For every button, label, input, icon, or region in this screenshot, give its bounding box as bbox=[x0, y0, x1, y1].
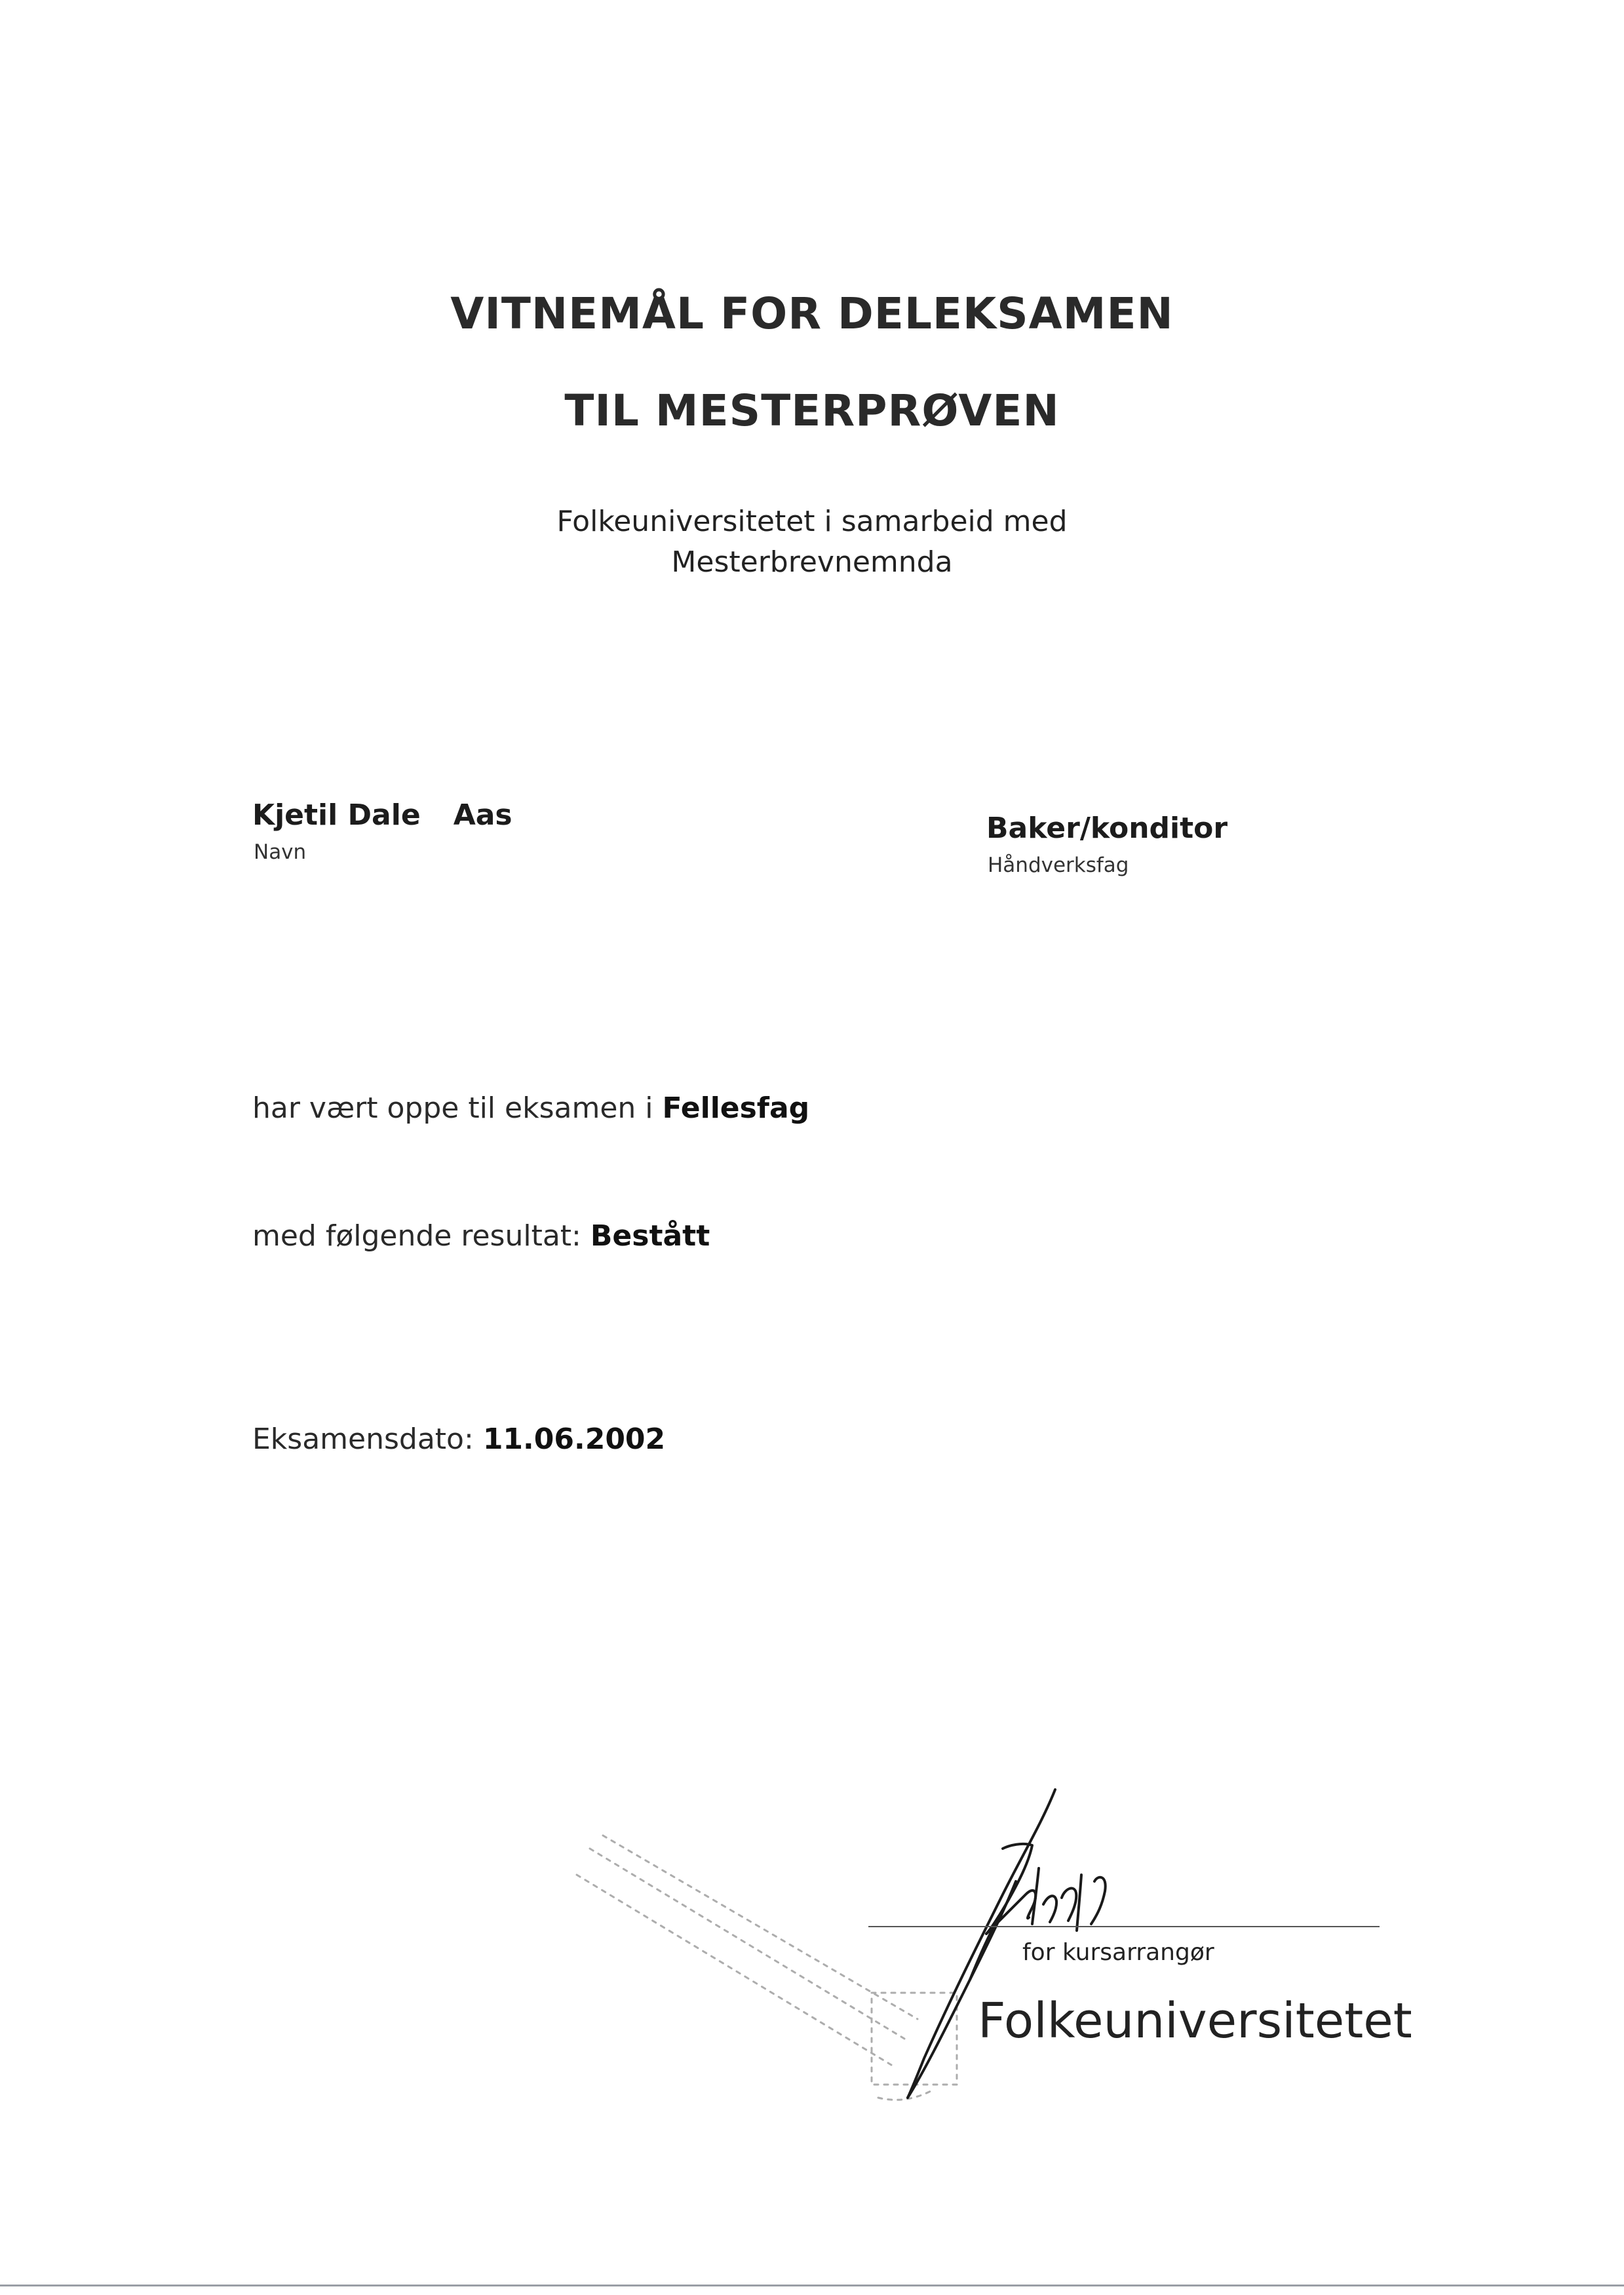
issuing-organization: Folkeuniversitetet bbox=[978, 1993, 1412, 2049]
issuer-subtitle bbox=[0, 501, 1624, 583]
exam-date-label: Eksamensdato: bbox=[252, 1422, 474, 1456]
exam-result: Bestått bbox=[590, 1219, 710, 1253]
exam-date-line bbox=[252, 1422, 665, 1456]
name-label: Navn bbox=[254, 840, 307, 864]
exam-subject-line bbox=[252, 1091, 809, 1125]
exam-subject: Fellesfag bbox=[662, 1091, 810, 1125]
trade-label: Håndverksfag bbox=[988, 853, 1129, 877]
trade-value: Baker/konditor bbox=[986, 812, 1228, 845]
exam-subject-prefix: har vært oppe til eksamen i bbox=[252, 1091, 653, 1125]
exam-date: 11.06.2002 bbox=[482, 1422, 666, 1456]
document-title-line-1: VITNEMÅL FOR DELEKSAMEN bbox=[450, 288, 1174, 339]
signature-line bbox=[868, 1926, 1380, 1927]
document-title-line-2: TIL MESTERPRØVEN bbox=[564, 385, 1060, 436]
exam-result-prefix: med følgende resultat: bbox=[252, 1219, 581, 1253]
signature-caption: for kursarrangør bbox=[1022, 1939, 1214, 1966]
candidate-first-names: Kjetil Dale bbox=[252, 798, 421, 832]
subtitle-line-1: Folkeuniversitetet i samarbeid med bbox=[556, 505, 1068, 538]
exam-result-line bbox=[252, 1219, 710, 1253]
subtitle-line-2: Mesterbrevnemnda bbox=[671, 545, 953, 579]
scan-bottom-edge bbox=[0, 2285, 1624, 2286]
candidate-last-name: Aas bbox=[453, 798, 512, 832]
candidate-name bbox=[252, 798, 512, 832]
